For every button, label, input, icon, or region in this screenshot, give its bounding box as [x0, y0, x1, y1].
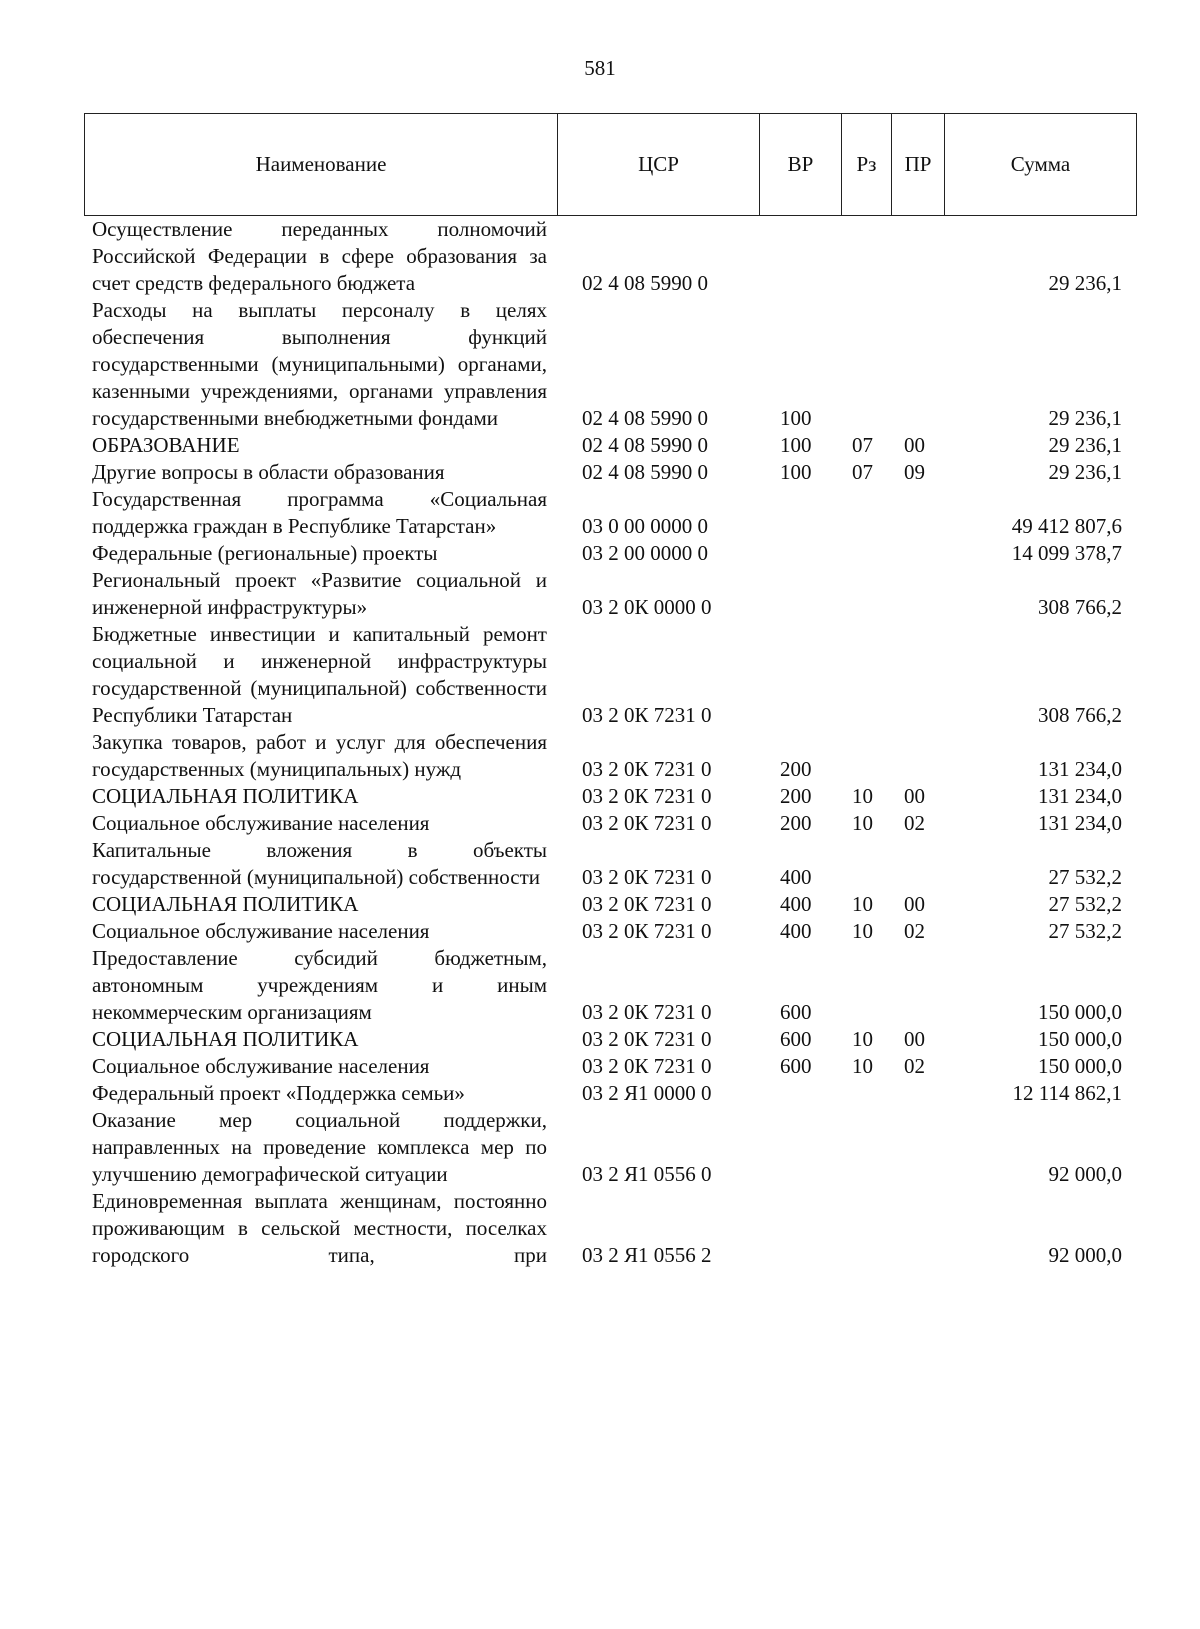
row-rz: 07: [852, 460, 873, 484]
row-csr: 02 4 08 5990 0: [582, 433, 708, 457]
row-csr: 03 2 0К 7231 0: [582, 784, 712, 808]
row-pr: 00: [904, 1027, 925, 1051]
row-csr: 03 2 0К 7231 0: [582, 1027, 712, 1051]
table-row: [92, 1080, 1132, 1107]
header-rz: Рз: [841, 114, 891, 215]
table-row: [92, 1053, 1132, 1080]
row-name: Предоставление субсидий бюджетным, автономным учреждениям и иным некоммерческим организациям: [92, 946, 547, 1024]
row-name: Федеральный проект «Поддержка семьи»: [92, 1081, 465, 1105]
row-csr: 03 2 Я1 0556 0: [582, 1162, 712, 1186]
row-csr: 03 2 0К 7231 0: [582, 919, 712, 943]
row-vr: 600: [780, 1027, 812, 1051]
row-name: Единовременная выплата женщинам, постоянно проживающим в сельской местности, поселках городского типа, при: [92, 1189, 547, 1267]
row-sum: 150 000,0: [1038, 1027, 1122, 1051]
row-vr: 100: [780, 460, 812, 484]
row-vr: 200: [780, 811, 812, 835]
row-name: Закупка товаров, работ и услуг для обеспечения государственных (муниципальных) нужд: [92, 730, 547, 781]
row-name: СОЦИАЛЬНАЯ ПОЛИТИКА: [92, 1027, 359, 1051]
row-csr: 03 2 00 0000 0: [582, 541, 708, 565]
row-vr: 100: [780, 406, 812, 430]
table-row: [92, 486, 1132, 540]
row-sum: 92 000,0: [1048, 1162, 1122, 1186]
row-name: Региональный проект «Развитие социальной и инженерной инфраструктуры»: [92, 568, 547, 619]
row-pr: 00: [904, 784, 925, 808]
row-vr: 200: [780, 784, 812, 808]
row-csr: 02 4 08 5990 0: [582, 406, 708, 430]
table-row: [92, 810, 1132, 837]
row-csr: 03 2 0К 7231 0: [582, 703, 712, 727]
row-pr: 02: [904, 811, 925, 835]
row-rz: 10: [852, 1054, 873, 1078]
row-sum: 308 766,2: [1038, 703, 1122, 727]
row-vr: 400: [780, 865, 812, 889]
row-rz: 07: [852, 433, 873, 457]
row-csr: 03 2 0К 7231 0: [582, 892, 712, 916]
row-vr: 400: [780, 892, 812, 916]
table-row: [92, 1026, 1132, 1053]
table-row: [92, 783, 1132, 810]
table-row: [92, 945, 1132, 1026]
row-csr: 02 4 08 5990 0: [582, 271, 708, 295]
row-rz: 10: [852, 784, 873, 808]
row-name: Капитальные вложения в объекты государственной (муниципальной) собственности: [92, 838, 547, 889]
row-rz: 10: [852, 892, 873, 916]
row-name: Социальное обслуживание населения: [92, 1054, 430, 1078]
row-vr: 200: [780, 757, 812, 781]
header-sum: Сумма: [944, 114, 1136, 215]
table-row: [92, 1188, 1132, 1269]
header-csr: ЦСР: [557, 114, 759, 215]
table-row: [92, 297, 1132, 432]
row-sum: 29 236,1: [1048, 433, 1122, 457]
row-pr: 09: [904, 460, 925, 484]
row-pr: 00: [904, 433, 925, 457]
row-csr: 03 2 0К 7231 0: [582, 757, 712, 781]
row-name: Другие вопросы в области образования: [92, 460, 445, 484]
table-row: [92, 216, 1132, 297]
row-pr: 02: [904, 1054, 925, 1078]
row-sum: 27 532,2: [1048, 919, 1122, 943]
row-sum: 29 236,1: [1048, 271, 1122, 295]
table-header: [84, 113, 1137, 216]
table-row: [92, 918, 1132, 945]
row-name: Расходы на выплаты персоналу в целях обеспечения выполнения функций государственными (муниципальными) органами, казенными учреждениями, органами управления государственными внебюджетными фондами: [92, 298, 547, 430]
table-row: [92, 621, 1132, 729]
page-number: 581: [584, 56, 616, 80]
row-pr: 00: [904, 892, 925, 916]
row-csr: 03 0 00 0000 0: [582, 514, 708, 538]
row-sum: 150 000,0: [1038, 1054, 1122, 1078]
row-name: Социальное обслуживание населения: [92, 919, 430, 943]
row-name: Оказание мер социальной поддержки, направленных на проведение комплекса мер по улучшению демографической ситуации: [92, 1108, 547, 1186]
row-csr: 03 2 0К 7231 0: [582, 865, 712, 889]
row-sum: 27 532,2: [1048, 892, 1122, 916]
row-pr: 02: [904, 919, 925, 943]
row-sum: 131 234,0: [1038, 784, 1122, 808]
table-row: [92, 567, 1132, 621]
row-sum: 92 000,0: [1048, 1243, 1122, 1267]
table-row: [92, 540, 1132, 567]
row-csr: 03 2 Я1 0000 0: [582, 1081, 712, 1105]
row-rz: 10: [852, 1027, 873, 1051]
row-sum: 49 412 807,6: [1011, 514, 1122, 538]
header-pr: ПР: [891, 114, 944, 215]
table-body: [92, 216, 1132, 1269]
row-csr: 03 2 0К 7231 0: [582, 1054, 712, 1078]
row-name: Осуществление переданных полномочий Российской Федерации в сфере образования за счет средств федерального бюджета: [92, 217, 547, 295]
row-csr: 03 2 0К 0000 0: [582, 595, 712, 619]
row-name: СОЦИАЛЬНАЯ ПОЛИТИКА: [92, 892, 359, 916]
table-row: [92, 1107, 1132, 1188]
row-csr: 02 4 08 5990 0: [582, 460, 708, 484]
row-name: Бюджетные инвестиции и капитальный ремонт социальной и инженерной инфраструктуры государственной (муниципальной) собственности Республики Татарстан: [92, 622, 547, 727]
row-name: СОЦИАЛЬНАЯ ПОЛИТИКА: [92, 784, 359, 808]
row-csr: 03 2 0К 7231 0: [582, 1000, 712, 1024]
row-sum: 131 234,0: [1038, 757, 1122, 781]
row-vr: 600: [780, 1054, 812, 1078]
row-sum: 308 766,2: [1038, 595, 1122, 619]
row-csr: 03 2 0К 7231 0: [582, 811, 712, 835]
row-sum: 12 114 862,1: [1012, 1081, 1122, 1105]
row-sum: 150 000,0: [1038, 1000, 1122, 1024]
table-row: [92, 891, 1132, 918]
row-csr: 03 2 Я1 0556 2: [582, 1243, 712, 1267]
row-sum: 29 236,1: [1048, 460, 1122, 484]
row-vr: 100: [780, 433, 812, 457]
row-name: Государственная программа «Социальная поддержка граждан в Республике Татарстан»: [92, 487, 547, 538]
row-sum: 29 236,1: [1048, 406, 1122, 430]
table-row: [92, 459, 1132, 486]
row-name: Федеральные (региональные) проекты: [92, 541, 438, 565]
row-vr: 600: [780, 1000, 812, 1024]
row-name: ОБРАЗОВАНИЕ: [92, 433, 240, 457]
row-sum: 27 532,2: [1048, 865, 1122, 889]
header-name: Наименование: [255, 152, 387, 176]
row-sum: 14 099 378,7: [1011, 541, 1122, 565]
table-row: [92, 837, 1132, 891]
row-sum: 131 234,0: [1038, 811, 1122, 835]
row-rz: 10: [852, 811, 873, 835]
header-vr: ВР: [759, 114, 841, 215]
row-name: Социальное обслуживание населения: [92, 811, 430, 835]
table-row: [92, 432, 1132, 459]
row-rz: 10: [852, 919, 873, 943]
table-row: [92, 729, 1132, 783]
row-vr: 400: [780, 919, 812, 943]
